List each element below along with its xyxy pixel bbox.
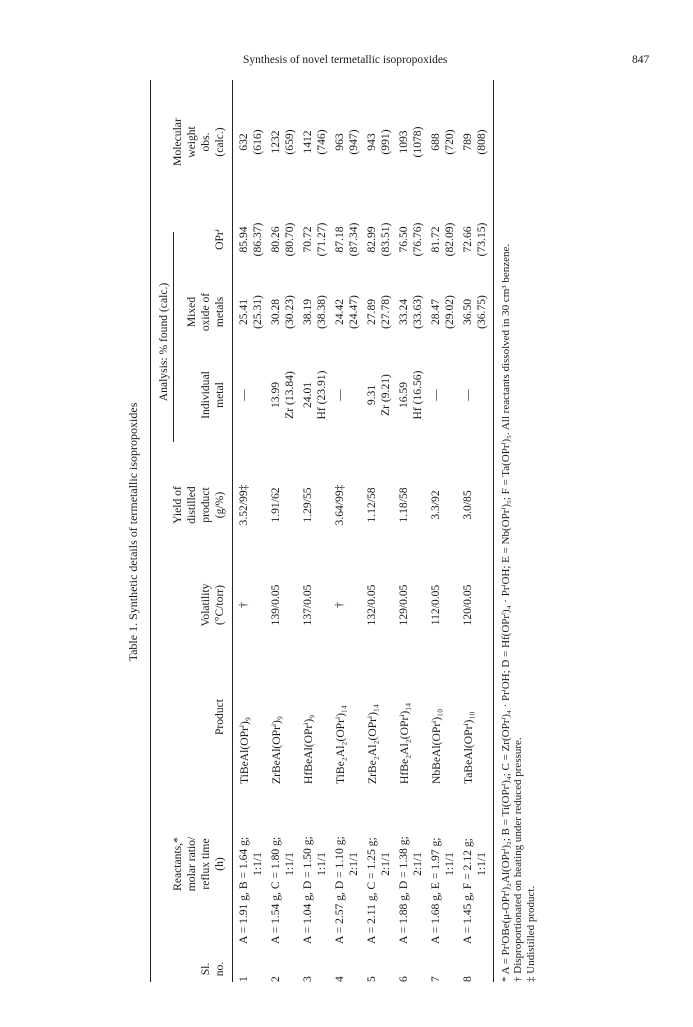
cell-mw: 1093 <box>397 130 410 154</box>
footnote-double-dagger: ‡ Undistilled product. <box>525 885 537 982</box>
cell-ratio: 2:1/1 <box>347 852 360 876</box>
cell-ratio: 2:1/1 <box>379 852 392 876</box>
cell-ind2: Hf (16.56) <box>411 370 424 420</box>
cell-no: 4 <box>333 976 346 982</box>
cell-mixed: 28.47 <box>429 298 442 326</box>
cell-ind: 13.99 <box>269 381 282 409</box>
cell-opr: 82.99 <box>365 226 378 253</box>
cell-mixed_c: (30.23) <box>283 295 296 329</box>
cell-no: 8 <box>461 976 474 982</box>
cell-mw_c: (947) <box>347 129 360 155</box>
cell-opr: 87.18 <box>333 226 346 253</box>
cell-volatility: 132/0.05 <box>365 584 378 626</box>
cell-ind: — <box>333 389 346 401</box>
cell-react: A = 1.54 g, C = 1.80 g; <box>269 836 282 944</box>
cell-ind2: Zr (13.84) <box>283 371 296 419</box>
cell-react: A = 2.57 g, D = 1.10 g; <box>333 836 346 944</box>
cell-no: 6 <box>397 976 410 982</box>
cell-volatility: † <box>237 602 250 608</box>
cell-ind: — <box>429 389 442 401</box>
cell-react: A = 1.68 g, E = 1.97 g; <box>429 837 442 944</box>
header-molecular-weight: Molecular weight obs. (calc.) <box>171 118 226 166</box>
cell-ind: 16.59 <box>397 381 410 409</box>
cell-opr_c: (76.76) <box>411 222 424 257</box>
table-caption: Table 1. Synthetic details of termetallic isopropoxides <box>126 402 140 662</box>
cell-volatility: 139/0.05 <box>269 584 282 626</box>
cell-opr_c: (86.37) <box>251 222 264 257</box>
cell-ind: 24.01 <box>301 381 314 409</box>
cell-product: TiBe₂Al₂(OPrⁱ)₁₄ <box>334 704 347 784</box>
cell-react: A = 1.91 g, B = 1.64 g; <box>237 836 250 944</box>
cell-volatility: 137/0.05 <box>301 584 314 626</box>
cell-opr_c: (87.34) <box>347 222 360 257</box>
header-rule <box>232 80 233 982</box>
cell-mixed: 36.50 <box>461 298 474 326</box>
cell-opr_c: (83.51) <box>379 222 392 257</box>
header-mixed-oxide: Mixed oxide of metals <box>185 292 226 332</box>
cell-ratio: 1:1/1 <box>315 852 328 876</box>
cell-ind: — <box>237 389 250 401</box>
cell-opr: 72.66 <box>461 226 474 253</box>
cell-ind2: Zr (9.21) <box>379 374 392 416</box>
header-reactants: Reactants,* molar ratio/ reflux time (h) <box>171 836 226 892</box>
top-rule <box>150 80 151 982</box>
cell-volatility: † <box>333 602 346 608</box>
cell-opr_c: (73.15) <box>475 222 488 257</box>
cell-mixed_c: (24.47) <box>347 295 360 329</box>
cell-mw_c: (1078) <box>411 126 424 158</box>
cell-mixed_c: (25.31) <box>251 295 264 329</box>
cell-opr_c: (82.09) <box>443 222 456 257</box>
cell-no: 1 <box>237 976 250 982</box>
cell-no: 2 <box>269 976 282 982</box>
cell-mw_c: (991) <box>379 129 392 155</box>
cell-mixed: 38.19 <box>301 298 314 326</box>
cell-opr_c: (80.70) <box>283 222 296 257</box>
cell-opr: 80.26 <box>269 226 282 253</box>
analysis-rule <box>173 232 174 442</box>
cell-mw: 789 <box>461 133 474 151</box>
cell-product: ZrBeAl(OPrⁱ)₉ <box>270 716 283 784</box>
cell-mw_c: (616) <box>251 129 264 155</box>
page-number: 847 <box>632 54 650 66</box>
cell-react: A = 1.04 g, D = 1.50 g; <box>301 836 314 944</box>
cell-volatility: 112/0.05 <box>429 584 442 626</box>
header-analysis: Analysis: % found (calc.) <box>157 282 170 402</box>
cell-no: 7 <box>429 976 442 982</box>
cell-opr: 85.94 <box>237 226 250 253</box>
cell-ind: 9.31 <box>365 384 378 406</box>
cell-no: 3 <box>301 976 314 982</box>
cell-react: A = 1.88 g, D = 1.38 g; <box>397 836 410 944</box>
cell-product: HfBeAl(OPrⁱ)₉ <box>302 714 315 784</box>
cell-opr: 81.72 <box>429 226 442 253</box>
cell-product: TiBeAl(OPrⁱ)₉ <box>238 717 251 784</box>
cell-yield: 1.91/62 <box>269 487 282 523</box>
header-individual-metal: Individual metal <box>199 371 226 419</box>
cell-mixed: 27.89 <box>365 298 378 326</box>
cell-volatility: 129/0.05 <box>397 584 410 626</box>
footnote-dagger: † Disproportionated on heating under reduced pressure. <box>512 737 524 982</box>
cell-ind2: Hf (23.91) <box>315 370 328 420</box>
cell-mw_c: (746) <box>315 129 328 155</box>
cell-mixed_c: (38.38) <box>315 295 328 329</box>
cell-no: 5 <box>365 976 378 982</box>
cell-mw: 632 <box>237 133 250 151</box>
cell-ratio: 1:1/1 <box>283 852 296 876</box>
cell-mixed: 24.42 <box>333 298 346 326</box>
bottom-rule <box>493 80 494 982</box>
cell-mixed: 25.41 <box>237 298 250 326</box>
cell-mixed_c: (29.02) <box>443 295 456 329</box>
cell-mixed: 30.28 <box>269 298 282 326</box>
cell-opr: 70.72 <box>301 226 314 253</box>
cell-mw: 1232 <box>269 130 282 154</box>
cell-mw: 688 <box>429 133 442 151</box>
cell-mixed_c: (36.75) <box>475 295 488 329</box>
cell-ratio: 1:1/1 <box>443 852 456 876</box>
cell-mw_c: (808) <box>475 129 488 155</box>
cell-react: A = 2.11 g, C = 1.25 g; <box>365 837 378 944</box>
cell-yield: 3.52/99‡ <box>237 484 250 526</box>
cell-ratio: 1:1/1 <box>251 852 264 876</box>
cell-product: HfBe₂Al₂(OPrⁱ)₁₄ <box>398 702 411 784</box>
cell-product: ZrBe₂Al₂(OPrⁱ)₁₄ <box>366 703 379 784</box>
cell-ratio: 1:1/1 <box>475 852 488 876</box>
cell-mw: 943 <box>365 133 378 151</box>
cell-yield: 3.3/92 <box>429 490 442 520</box>
cell-yield: 3.64/99‡ <box>333 484 346 526</box>
rotated-table-block <box>2 52 542 1012</box>
cell-product: NbBeAl(OPrⁱ)₁₀ <box>430 708 443 784</box>
cell-mixed_c: (33.63) <box>411 295 424 329</box>
cell-ind: — <box>461 389 474 401</box>
cell-react: A = 1.45 g, F = 2.12 g; <box>461 838 474 944</box>
cell-yield: 1.29/55 <box>301 487 314 523</box>
cell-ratio: 2:1/1 <box>411 852 424 876</box>
cell-mw: 963 <box>333 133 346 151</box>
header-product: Product <box>213 698 226 736</box>
cell-yield: 1.18/58 <box>397 487 410 523</box>
cell-volatility: 120/0.05 <box>461 584 474 626</box>
cell-opr: 76.50 <box>397 226 410 253</box>
cell-opr_c: (71.27) <box>315 222 328 257</box>
cell-mw: 1412 <box>301 130 314 154</box>
cell-yield: 1.12/58 <box>365 487 378 523</box>
cell-mw_c: (659) <box>283 129 296 155</box>
header-volatility: Volatility (°C/torr) <box>199 583 226 627</box>
header-yield: Yield of distilled product (g/%) <box>171 486 226 524</box>
header-sl: Sl. no. <box>199 961 226 977</box>
cell-product: TaBeAl(OPrⁱ)₁₀ <box>462 711 475 784</box>
header-opr: OPrⁱ <box>213 229 226 250</box>
cell-mixed_c: (27.78) <box>379 295 392 329</box>
cell-yield: 3.0/85 <box>461 490 474 520</box>
footnote-reactants: * A = PrⁱOBe(μ-OPrⁱ)₂Al(OPrⁱ)₂; B = Ti(OPrⁱ)₄; C = Zr(OPrⁱ)₄ · PrⁱOH; D = Hf(OPrⁱ)₄ · PrⁱOH; E = Nb(OPrⁱ)₅; F = Ta(OPrⁱ)₅. All reactants dissolved in 30 cm³ benzene. <box>500 243 512 982</box>
cell-mw_c: (720) <box>443 129 456 155</box>
running-title: Synthesis of novel termetallic isopropoxides <box>243 54 448 66</box>
cell-mixed: 33.24 <box>397 298 410 326</box>
